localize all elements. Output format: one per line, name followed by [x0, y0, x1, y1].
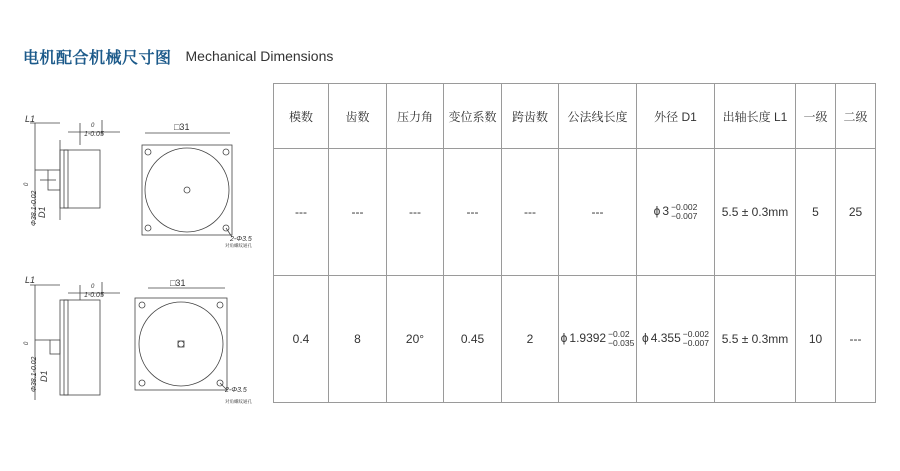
header-cell: 公法线长度	[559, 84, 637, 149]
header-cell: 齿数	[329, 84, 387, 149]
cell-modulus: 0.4	[274, 276, 329, 403]
cell-stage2: ---	[836, 276, 876, 403]
phi-symbol: ϕ	[560, 331, 568, 346]
cell-pressure-angle: 20°	[387, 276, 444, 403]
header-cell: 一级	[796, 84, 836, 149]
dim-square-2: □31	[170, 278, 186, 288]
hole-note-1: 对角螺纹通孔	[225, 243, 252, 248]
header-cell: 二级	[836, 84, 876, 149]
front-view-1	[142, 133, 232, 237]
page-title	[23, 44, 333, 68]
od-tol-lower: −0.007	[682, 338, 709, 348]
title-chinese: 电机配合机械尺寸图	[23, 47, 172, 67]
hole-note-2: 对角螺纹通孔	[225, 399, 252, 404]
dim-dia-1: Φ38.1-0.02	[31, 190, 38, 226]
mechanical-drawings	[20, 100, 270, 420]
dim-l1-2: L1	[25, 275, 36, 285]
dim-d1-1: D1	[37, 206, 47, 218]
cell-span-teeth: ---	[502, 149, 559, 276]
table-header-row	[274, 84, 876, 149]
drawing-2	[30, 282, 227, 400]
cell-shaft-length: 5.5 ± 0.3mm	[715, 149, 796, 276]
spec-table	[273, 83, 876, 403]
cell-shaft-length: 5.5 ± 0.3mm	[715, 276, 796, 403]
cell-span-teeth: 2	[502, 276, 559, 403]
cell-teeth: ---	[329, 149, 387, 276]
cell-base-tangent	[559, 276, 637, 403]
od-tolerance	[683, 330, 709, 348]
od-value: 4.355	[650, 331, 681, 346]
od-tolerance	[671, 203, 697, 221]
bt-tolerance	[608, 330, 634, 348]
side-view-1	[30, 120, 120, 220]
od-tol-upper: −0.002	[671, 202, 698, 212]
bt-value: 1.9392	[569, 331, 607, 346]
header-cell: 模数	[274, 84, 329, 149]
dim-tol-top-1: 0	[91, 123, 95, 129]
cell-stage1: 10	[796, 276, 836, 403]
hole-spec-1: 2-Φ3.5	[230, 236, 252, 243]
cell-outer-diameter	[637, 276, 715, 403]
table-row	[274, 276, 876, 403]
drawing-1	[30, 120, 232, 237]
phi-symbol: ϕ	[653, 204, 661, 219]
cell-teeth: 8	[329, 276, 387, 403]
phi-symbol: ϕ	[641, 331, 649, 346]
dim-tol-top-2: 0	[91, 284, 95, 290]
dim-tol-main-1: 1-0.05	[84, 131, 104, 138]
dim-tol-main-2: 1-0.05	[84, 292, 104, 299]
od-tol-upper: −0.002	[682, 329, 709, 339]
header-cell: 压力角	[387, 84, 444, 149]
dim-dia-2: Φ38.1-0.02	[31, 356, 38, 392]
header-cell: 跨齿数	[502, 84, 559, 149]
cell-shift-coef: ---	[444, 149, 502, 276]
header-cell: 变位系数	[444, 84, 502, 149]
dim-dia-tol-2: 0	[24, 341, 30, 345]
cell-outer-diameter	[637, 149, 715, 276]
title-english: Mechanical Dimensions	[185, 48, 334, 64]
od-value: 3	[662, 204, 670, 219]
front-view-2	[135, 288, 227, 390]
od-tol-lower: −0.007	[671, 211, 698, 221]
cell-base-tangent: ---	[559, 149, 637, 276]
dim-square-1: □31	[174, 122, 190, 132]
header-cell: 外径 D1	[637, 84, 715, 149]
dim-dia-tol-1: 0	[24, 182, 30, 186]
bt-tol-upper: −0.02	[608, 329, 630, 339]
cell-stage1: 5	[796, 149, 836, 276]
header-cell: 出轴长度 L1	[715, 84, 796, 149]
dim-d1-2: D1	[39, 370, 49, 382]
bt-tol-lower: −0.035	[608, 338, 635, 348]
cell-stage2: 25	[836, 149, 876, 276]
table-row	[274, 149, 876, 276]
hole-spec-2: 2-Φ3.5	[225, 387, 247, 394]
cell-modulus: ---	[274, 149, 329, 276]
cell-pressure-angle: ---	[387, 149, 444, 276]
cell-shift-coef: 0.45	[444, 276, 502, 403]
dim-l1-1: L1	[25, 114, 36, 124]
